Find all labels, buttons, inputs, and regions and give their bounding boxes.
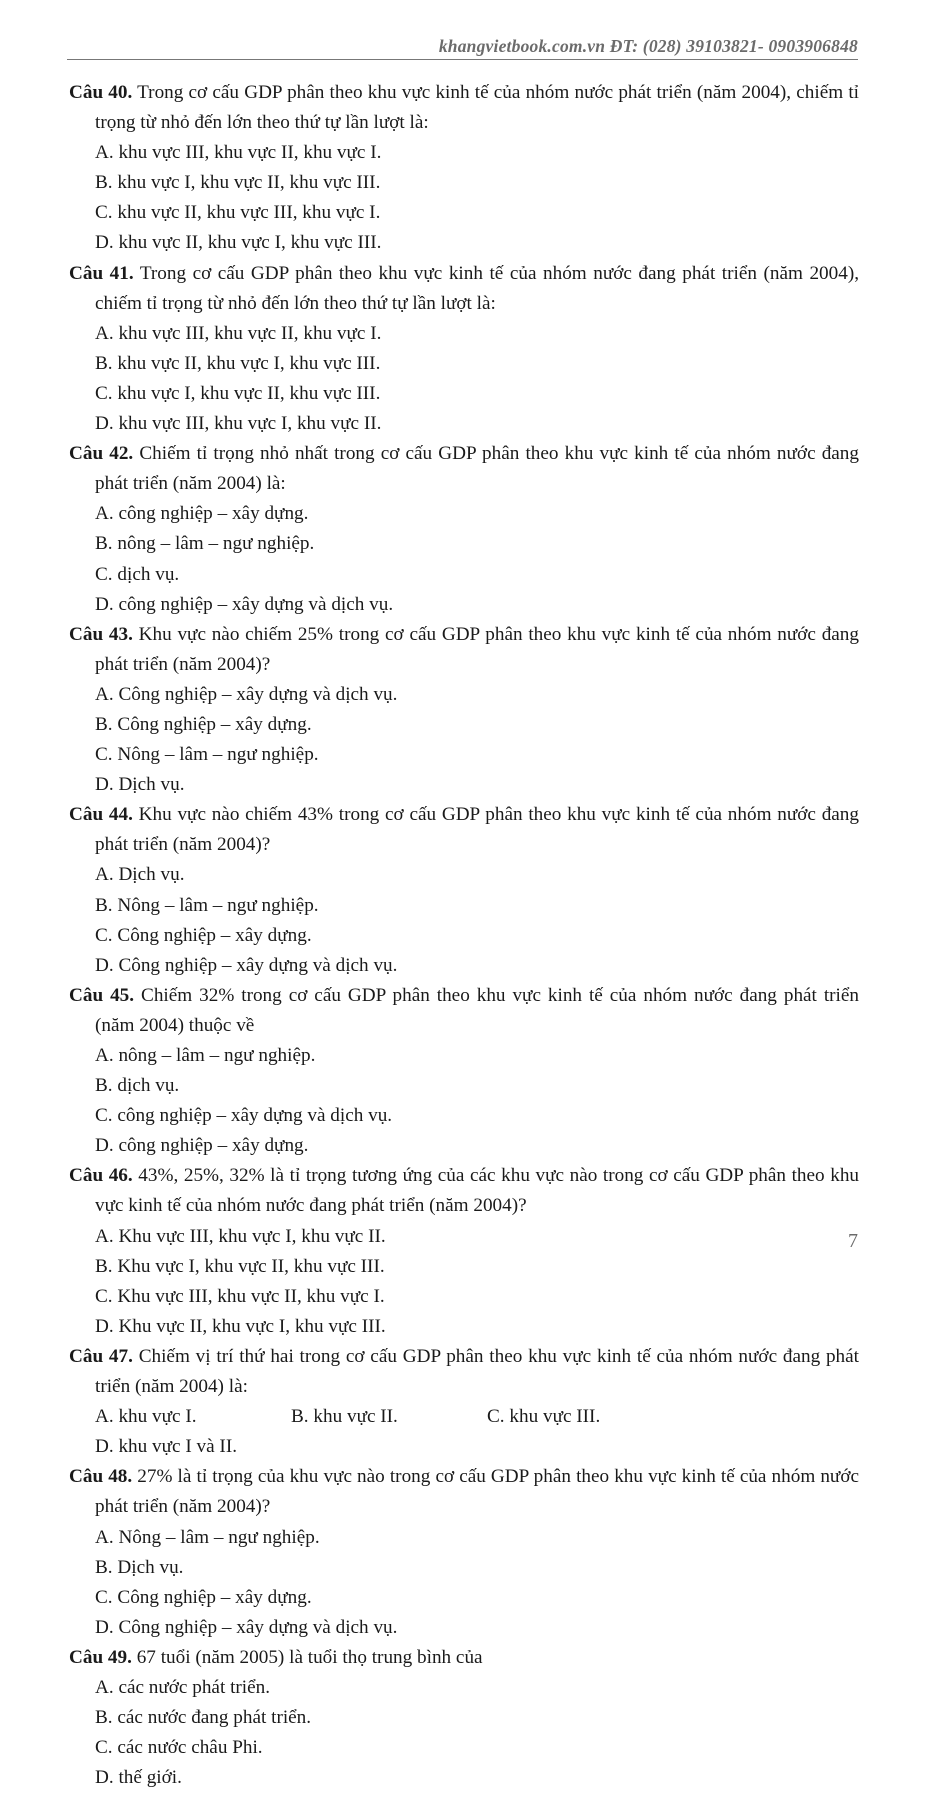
options <box>69 1402 859 1462</box>
question-number: Câu 42. <box>69 443 134 465</box>
options <box>69 1673 859 1793</box>
question-48 <box>69 1462 859 1643</box>
option-a: A. nông – lâm – ngư nghiệp. <box>95 1045 316 1066</box>
option-c: C. Công nghiệp – xây dựng. <box>95 1586 312 1608</box>
options <box>69 680 859 800</box>
question-number: Câu 41. <box>69 262 134 284</box>
option-b: B. khu vực I, khu vực II, khu vực III. <box>95 172 381 194</box>
question-stem <box>69 1462 859 1522</box>
option-b: B. Nông – lâm – ngư nghiệp. <box>95 894 319 916</box>
question-stem <box>69 259 859 319</box>
option-b: B. các nước đang phát triển. <box>95 1707 312 1729</box>
question-text: Khu vực nào chiếm 25% trong cơ cấu GDP phân theo khu vực kinh tế của nhóm nước đang phát triển (năm 2004)? <box>95 623 859 675</box>
option-d: D. khu vực III, khu vực I, khu vực II. <box>95 413 382 435</box>
question-number: Câu 44. <box>69 804 133 826</box>
option-c: C. Công nghiệp – xây dựng. <box>95 924 312 946</box>
options <box>69 1523 859 1643</box>
question-text: 43%, 25%, 32% là tỉ trọng tương ứng của các khu vực nào trong cơ cấu GDP phân theo khu vực kinh tế của nhóm nước đang phát triển (năm 2004)? <box>95 1165 860 1217</box>
option-d: D. Dịch vụ. <box>95 774 185 796</box>
question-49 <box>69 1643 859 1793</box>
option-c: C. các nước châu Phi. <box>95 1737 263 1759</box>
option-d: D. thế giới. <box>95 1767 182 1789</box>
option-d: D. khu vực I và II. <box>95 1436 238 1458</box>
option-b: B. khu vực II, khu vực I, khu vực III. <box>95 352 381 374</box>
question-number: Câu 46. <box>69 1165 133 1187</box>
option-b: B. Khu vực I, khu vực II, khu vực III. <box>95 1255 385 1277</box>
question-42 <box>69 439 859 620</box>
option-a: A. Công nghiệp – xây dựng và dịch vụ. <box>95 683 398 705</box>
page-number: 7 <box>848 1230 858 1252</box>
option-b: B. Dịch vụ. <box>95 1556 184 1578</box>
option-a: A. Khu vực III, khu vực I, khu vực II. <box>95 1225 386 1247</box>
question-number: Câu 40. <box>69 82 133 103</box>
option-c: C. dịch vụ. <box>95 563 180 585</box>
question-stem <box>69 800 859 860</box>
option-a: A. khu vực I. <box>95 1406 197 1428</box>
option-b: B. Công nghiệp – xây dựng. <box>95 713 312 735</box>
option-d: D. khu vực II, khu vực I, khu vực III. <box>95 232 382 254</box>
question-number: Câu 43. <box>69 623 133 645</box>
question-stem <box>69 981 859 1041</box>
option-a: A. khu vực III, khu vực II, khu vực I. <box>95 142 382 164</box>
question-number: Câu 47. <box>69 1345 133 1367</box>
question-number: Câu 45. <box>69 984 135 1006</box>
question-text: 27% là tỉ trọng của khu vực nào trong cơ cấu GDP phân theo khu vực kinh tế của nhóm nước phát triển (năm 2004)? <box>95 1466 859 1518</box>
option-c: C. khu vực II, khu vực III, khu vực I. <box>95 202 381 224</box>
option-c: C. khu vực III. <box>487 1406 601 1428</box>
options <box>69 499 859 619</box>
option-b: B. khu vực II. <box>291 1406 398 1428</box>
question-number: Câu 49. <box>69 1646 132 1668</box>
option-a: A. Nông – lâm – ngư nghiệp. <box>95 1526 320 1548</box>
question-stem <box>69 1342 859 1402</box>
option-d: D. Công nghiệp – xây dựng và dịch vụ. <box>95 954 398 976</box>
option-c: C. khu vực I, khu vực II, khu vực III. <box>95 382 381 404</box>
option-c: C. Khu vực III, khu vực II, khu vực I. <box>95 1285 385 1307</box>
question-stem <box>69 78 859 138</box>
question-stem <box>69 1161 859 1221</box>
options <box>69 1222 859 1342</box>
header-divider <box>67 59 858 60</box>
option-b: B. dịch vụ. <box>95 1075 180 1097</box>
option-c: C. công nghiệp – xây dựng và dịch vụ. <box>95 1105 393 1127</box>
question-text: Chiếm 32% trong cơ cấu GDP phân theo khu vực kinh tế của nhóm nước đang phát triển (năm 2004) thuộc về <box>95 984 859 1036</box>
question-text: Trong cơ cấu GDP phân theo khu vực kinh tế của nhóm nước phát triển (năm 2004), chiếm tỉ trọng từ nhỏ đến lớn theo thứ tự lần lượt là: <box>95 82 859 134</box>
question-41 <box>69 259 859 440</box>
question-text: Chiếm tỉ trọng nhỏ nhất trong cơ cấu GDP phân theo khu vực kinh tế của nhóm nước đang phát triển (năm 2004) là: <box>95 443 859 495</box>
options <box>69 319 859 439</box>
options <box>69 138 859 258</box>
option-b: B. nông – lâm – ngư nghiệp. <box>95 533 315 555</box>
question-stem <box>69 439 859 499</box>
question-40 <box>69 78 859 259</box>
question-text: Trong cơ cấu GDP phân theo khu vực kinh tế của nhóm nước đang phát triển (năm 2004), chiếm tỉ trọng từ nhỏ đến lớn theo thứ tự lần lượt là: <box>95 262 860 314</box>
option-d: D. công nghiệp – xây dựng và dịch vụ. <box>95 593 394 615</box>
question-45 <box>69 981 859 1162</box>
question-44 <box>69 800 859 981</box>
option-a: A. các nước phát triển. <box>95 1676 271 1698</box>
question-stem <box>69 620 859 680</box>
question-43 <box>69 620 859 801</box>
option-d: D. công nghiệp – xây dựng. <box>95 1135 309 1157</box>
option-a: A. Dịch vụ. <box>95 864 185 886</box>
question-stem <box>69 1643 859 1673</box>
option-d: D. Khu vực II, khu vực I, khu vực III. <box>95 1315 386 1337</box>
option-a: A. khu vực III, khu vực II, khu vực I. <box>95 322 382 344</box>
question-text: Khu vực nào chiếm 43% trong cơ cấu GDP phân theo khu vực kinh tế của nhóm nước đang phát triển (năm 2004)? <box>95 804 859 856</box>
page-header: khangvietbook.com.vn ĐT: (028) 39103821- 0903906848 <box>438 36 858 56</box>
option-d: D. Công nghiệp – xây dựng và dịch vụ. <box>95 1616 398 1638</box>
question-number: Câu 48. <box>69 1466 133 1488</box>
question-47 <box>69 1342 859 1462</box>
question-text: 67 tuổi (năm 2005) là tuổi thọ trung bình của <box>136 1646 483 1668</box>
option-c: C. Nông – lâm – ngư nghiệp. <box>95 744 319 766</box>
question-list <box>69 78 859 1793</box>
options <box>69 860 859 980</box>
option-a: A. công nghiệp – xây dựng. <box>95 503 309 525</box>
options <box>69 1041 859 1161</box>
question-text: Chiếm vị trí thứ hai trong cơ cấu GDP phân theo khu vực kinh tế của nhóm nước đang phát triển (năm 2004) là: <box>95 1345 860 1398</box>
